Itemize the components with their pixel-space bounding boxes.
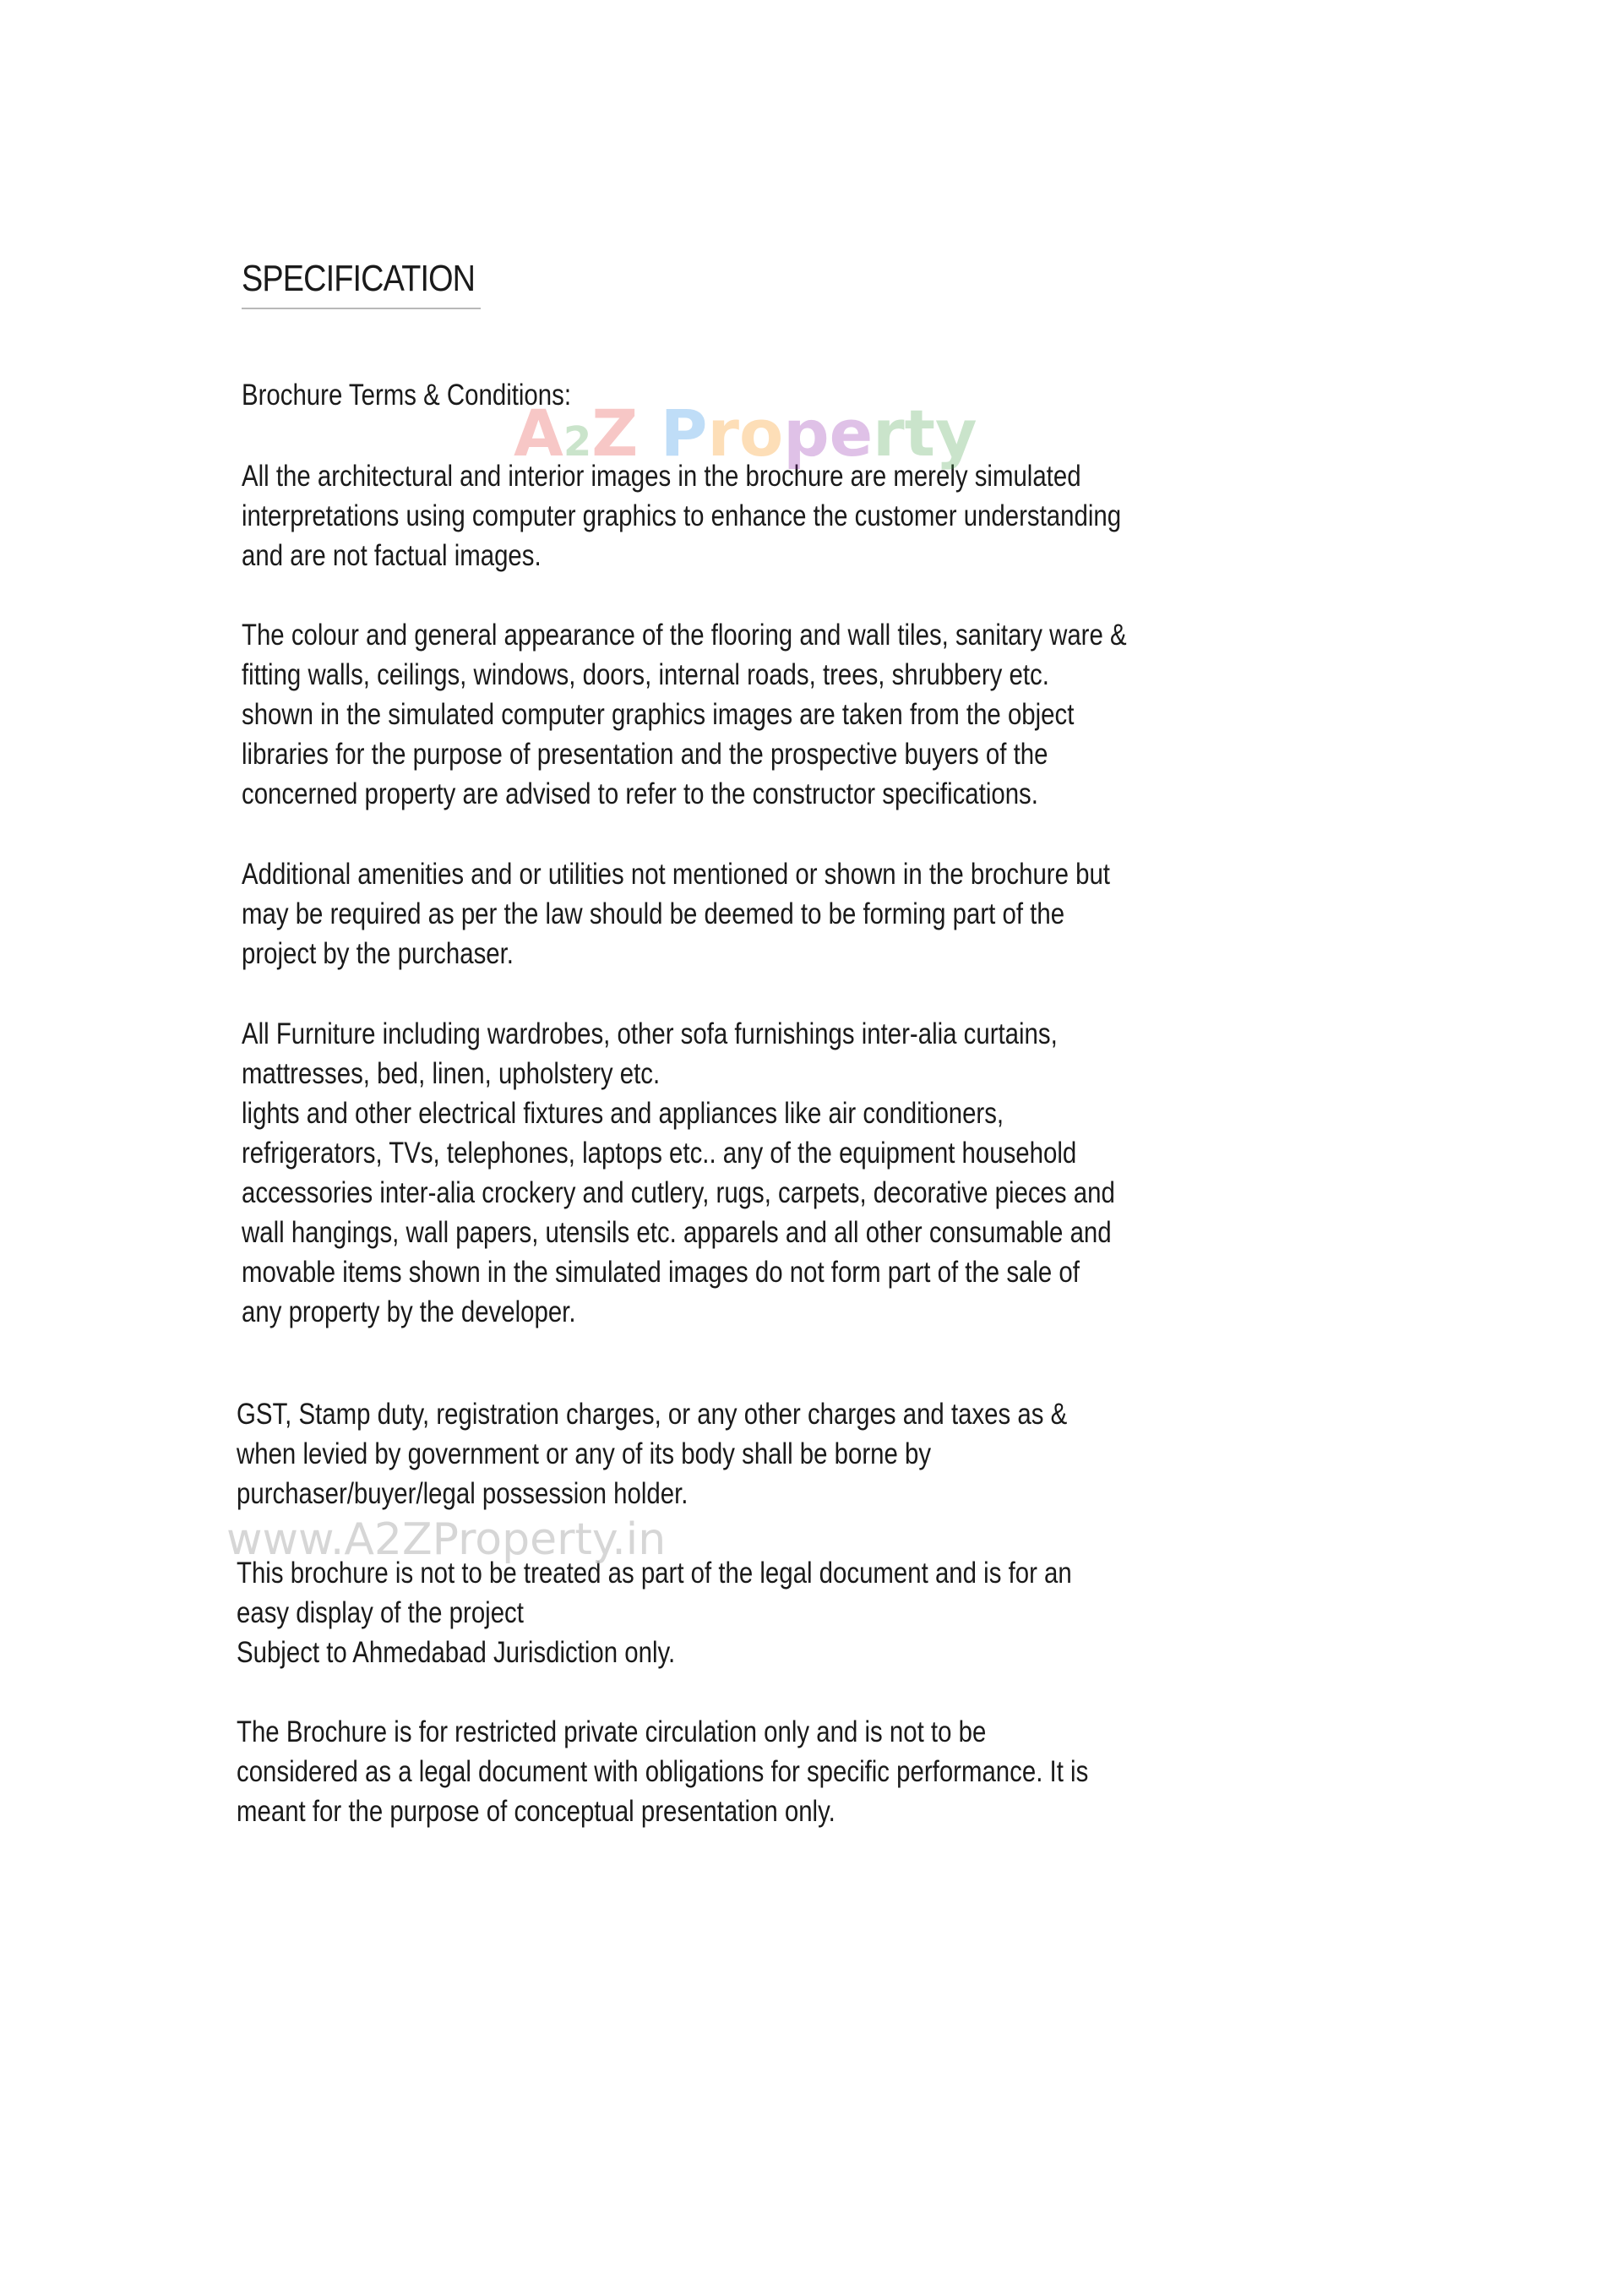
text-line: All the architectural and interior images in the brochure are merely simulated [242,460,1081,493]
page-title: SPECIFICATION [242,258,476,299]
text-line: This brochure is not to be treated as part of the legal document and is for an [237,1557,1072,1590]
text-line: GST, Stamp duty, registration charges, or any other charges and taxes as & [237,1398,1068,1431]
text-line: interpretations using computer graphics to enhance the customer understanding [242,499,1122,532]
paragraph-furniture [242,1014,1115,1332]
title-underline [242,308,481,309]
watermark-url: www.A2ZProperty.in [226,1514,667,1565]
text-line: concerned property are advised to refer to the constructor specifications. [242,777,1038,810]
text-line: meant for the purpose of conceptual presentation only. [237,1795,835,1828]
watermark-logo: A2Z Property [514,395,977,471]
text-line: wall hangings, wall papers, utensils etc. apparels and all other consumable and [242,1216,1112,1249]
paragraph-amenities [242,854,1110,973]
paragraph-legal-document [237,1553,1072,1672]
text-line: lights and other electrical fixtures and appliances like air conditioners, [242,1097,1004,1130]
paragraph-taxes [237,1394,1067,1513]
terms-heading-text: Brochure Terms & Conditions: [242,379,571,412]
text-line: movable items shown in the simulated images do not form part of the sale of [242,1256,1080,1289]
text-line: and are not factual images. [242,539,542,572]
text-line: mattresses, bed, linen, upholstery etc. [242,1057,661,1090]
text-line: Subject to Ahmedabad Jurisdiction only. [237,1636,676,1669]
text-line: may be required as per the law should be deemed to be forming part of the [242,897,1065,930]
text-line: project by the purchaser. [242,937,514,970]
text-line: All Furniture including wardrobes, other sofa furnishings inter-alia curtains, [242,1017,1058,1050]
paragraph-colour-appearance [242,615,1127,814]
text-line: Additional amenities and or utilities not mentioned or shown in the brochure but [242,858,1110,891]
text-line: The colour and general appearance of the flooring and wall tiles, sanitary ware & [242,619,1127,652]
text-line: The Brochure is for restricted private circulation only and is not to be [237,1715,987,1748]
text-line: libraries for the purpose of presentation and the prospective buyers of the [242,738,1048,771]
terms-heading [242,375,571,415]
text-line: when levied by government or any of its body shall be borne by [237,1437,932,1470]
text-line: refrigerators, TVs, telephones, laptops etc.. any of the equipment household [242,1137,1077,1170]
paragraph-images-disclaimer [242,456,1121,575]
text-line: purchaser/buyer/legal possession holder. [237,1477,689,1510]
paragraph-circulation [237,1712,1088,1831]
text-line: shown in the simulated computer graphics images are taken from the object [242,698,1075,731]
text-line: considered as a legal document with obligations for specific performance. It is [237,1755,1089,1788]
text-line: fitting walls, ceilings, windows, doors, internal roads, trees, shrubbery etc. [242,658,1049,691]
text-line: easy display of the project [237,1596,524,1629]
text-line: accessories inter-alia crockery and cutlery, rugs, carpets, decorative pieces and [242,1176,1115,1209]
text-line: any property by the developer. [242,1295,576,1328]
